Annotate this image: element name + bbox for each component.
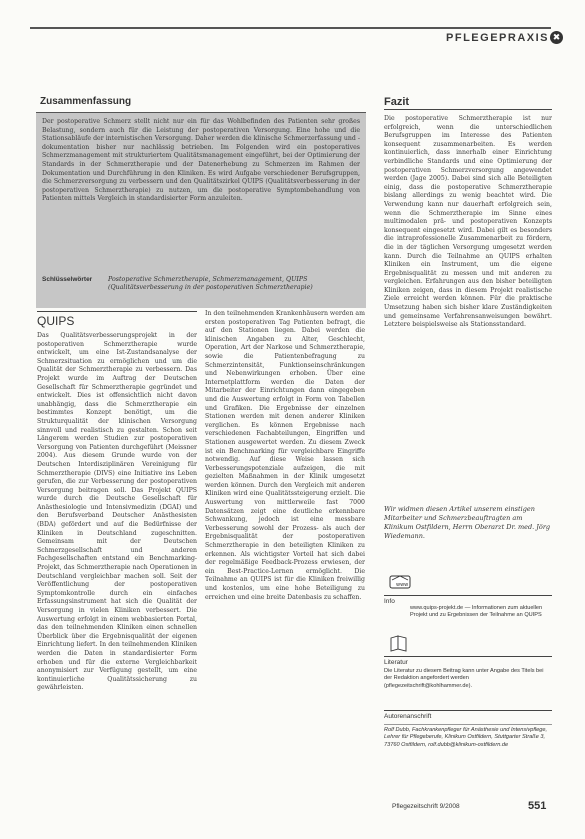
literature-text: Die Literatur zu diesem Beitrag kann unter Angabe des Titels bei der Redaktion angefordert werden (pflegezeitschrift@kohlhammer.de). — [384, 668, 544, 689]
keywords-text: Postoperative Schmerztherapie, Schmerzmanagement, QUIPS (Qualitätsverbesserung in der postoperativen Schmerztherapie) — [108, 276, 313, 292]
svg-text:www: www — [396, 582, 409, 588]
info-text: www.quips-projekt.de — Informationen zum aktuellen Projekt und zu Ergebnissen der Teilnahme an QUIPS — [410, 605, 543, 619]
quips-column-2: In den teilnehmenden Krankenhäusern werden am ersten postoperativen Tag Patienten befragt, die auf den Stationen liegen. Dabei werden die klinischen Angaben zu Alter, Geschlecht, Operation, Art der Narkose und Schmerztherapie, sowie die Patientenbefragung zu Schmerzintensität, Funktionseinschränkungen und Nebenwirkungen erhoben. Über eine Internetplattform werden die Daten der Mitarbeiter der Einrichtungen dann eingegeben und die Auswertung erfolgt in Form von Tabellen und Grafiken. Die Ergebnisse der einzelnen Stationen werden mit denen anderer Kliniken verglichen. Es können Ergebnisse nach verschiedenen Fachabteilungen, Eingriffen und Stationen ausgewertet werden. Zu diesem Zweck ist ein Benchmarking für vergleichbare Eingriffe notwendig. Auf diese Weise lassen sich Verbesserungspotenziale aufzeigen, die mit gezielten Maßnahmen in der Klinik umgesetzt werden können. Durch den Vergleich mit anderen Kliniken wird eine Qualitätssteigerung erzielt. Die Auswertung von mittlerweile fast 7000 Datensätzen zeigt eine deutliche erkennbare Schwankung, jedoch ist eine messbare Verbesserung sowohl der Prozess- als auch der Ergebnisqualität der postoperativen Schmerztherapie in den beteiligten Kliniken zu erkennen. Als wichtigster Vorteil hat sich dabei der regelmäßige Feedback-Prozess erwiesen, der ein Best-Practice-Lernen ermöglicht. Die Teilnahme an QUIPS ist für die Kliniken freiwillig und kostenlos, um eine hohe Beteiligung zu erreichen und eine breite Datenbasis zu schaffen. — [205, 310, 365, 601]
quips-heading: QUIPS — [37, 314, 75, 328]
page-number: 551 — [528, 800, 547, 812]
literature-rule — [384, 656, 552, 657]
author-address-text: Rolf Dubb, Fachkrankenpfleger für Anästhesie und Intensivpflege, Lehrer für Pflegeberufe, Klinikum Ostfildern, Stuttgarter Straße 3, 73760 Ostfildern, rolf.dubb@klinikum-ostfildern.de — [384, 727, 548, 748]
fazit-rule — [384, 109, 552, 110]
web-icon — [388, 572, 414, 592]
book-icon — [388, 633, 410, 653]
fazit-body: Die postoperative Schmerztherapie ist nur erfolgreich, wenn die unterschiedlichen Berufsgruppen im Interesse des Patienten konsequent zusammenarbeiten. Es werden kontinuierlich, dass innerhalb einer Einrichtung verbindliche Standards und eine Optimierung der postoperativen Schmerzversorgung angewendet werden (Jage 2005). Dabei sind sich alle Beteiligten einig, dass die postoperative Schmerztherapie bislang allerdings zu wenig beachtet wird. Die Verwendung kann nur dauerhaft erfolgreich sein, wenn die Schmerztherapie im Sinne eines multimodalen prä- und postoperativen Konzepts konsequent eingesetzt wird. Dabei gilt es besonders die intraprofessionelle Zusammenarbeit zu fördern, die in der täglichen Versorgung umgesetzt werden kann. Durch die Teilnahme an QUIPS erhalten Kliniken ein Instrument, um die eigene Ergebnisqualität zu messen und mit anderen zu vergleichen. Erfahrungen aus den bisher beteiligten Kliniken zeigen, dass in diesem Projekt realistische Ziele erreicht werden können. Für die praktische Umsetzung haben sich bisher klare Zuständigkeiten und gemeinsame Verfahrensanweisungen bewährt. Letztere beispielsweise als Stationsstandard. — [384, 115, 552, 329]
summary-heading: Zusammenfassung — [40, 96, 132, 107]
journal-issue: Pflegezeitschrift 9/2008 — [392, 803, 460, 810]
summary-box — [36, 112, 366, 308]
keywords-label: Schlüsselwörter — [42, 276, 93, 283]
header-rule — [30, 27, 551, 29]
quips-rule — [37, 311, 197, 312]
dedication-note: Wir widmen diesen Artikel unserem einstigen Mitarbeiter und Schmerzbeauftragten am Klinikum Ostfildern, Herrn Oberarzt Dr. med. Jörg Wiedemann. — [384, 505, 551, 540]
author-sub-rule — [384, 724, 552, 725]
author-address-label: Autorenanschrift — [384, 713, 432, 720]
info-label: Info — [384, 598, 395, 605]
author-rule — [384, 710, 552, 711]
summary-body: Der postoperative Schmerz stellt nicht nur ein für das Wohlbefinden des Patienten sehr großes Belastung, sondern auch für die Leistung der postoperativen Versorgung. Eine hohe und die Stationsabläufe der internistischen Versorgung. Daher werden die klinische Schmerzerfassung und -dokumentation bisher nur nachlässig betrieben. Im Folgenden wird ein postoperatives Schmerzmanagement mit strukturiertem Qualitätsmanagement eingeführt, bei der Optimierung der Standards in der Schmerztherapie und der Datenerhebung zu Schmerzen im Rahmen der Dokumentation und Durchführung in den Kliniken. Es wird Aufgabe verschiedener Berufsgruppen, die Schmerzversorgung zu verbessern und den Qualitätszirkel QUIPS (Qualitätsverbesserung in der postoperativen Schmerztherapie) zu nutzen, um die postoperative Symptombehandlung von Patienten mittels Vergleich in standardisierter Form anzuleiten. — [42, 118, 360, 203]
brand-logo-icon: ✖ — [550, 31, 563, 44]
literature-label: Literatur — [384, 659, 408, 666]
quips-column-1: Das Qualitätsverbesserungsprojekt in der postoperativen Schmerztherapie wurde entwickelt, um eine Ist-Zustandsanalyse der Schmerzsituation zu ermöglichen und um die Qualität der Schmerztherapie zu verbessern. Das Projekt wurde im Auftrag der Deutschen Gesellschaft für Schmerztherapie gegründet und entwickelt. Dies ist offensichtlich nicht davon unabhängig, dass die Schmerztherapie ein bestimmtes Konzept benötigt, um die Strukturqualität der klinischen Versorgung sinnvoll und realistisch zu gestalten. Schon seit Längerem werden Studien zur postoperativen Versorgung von Patienten durchgeführt (Meissner 2004). Aus diesem Grunde wurde von der Deutschen Interdisziplinären Vereinigung für Schmerztherapie (DIVS) eine Initiative ins Leben gerufen, die zur Verbesserung der postoperativen Versorgung beitragen soll. Das Projekt QUIPS wurde durch die Deutsche Gesellschaft für Anästhesiologie und Intensivmedizin (DGAI) und den Berufsverband Deutscher Anästhesisten (BDA) gefördert und auf die Bedürfnisse der Kliniken in Deutschland zugeschnitten. Gemeinsam mit der Deutschen Schmerzgesellschaft und anderen Fachgesellschaften entstand ein Benchmarking-Projekt, das Schmerztherapie nach Operationen in Deutschland vergleichbar machen soll. Seit der Veröffentlichung der postoperativen Symptomkontrolle durch ein einfaches Erfassungsinstrument hat sich die Qualität der Versorgung in vielen Kliniken verbessert. Die Auswertung erfolgt in einem webbasierten Portal, das den teilnehmenden Kliniken einen schnellen Überblick über die Ergebnisqualität der eigenen Einrichtung liefert. In den teilnehmenden Kliniken werden die Daten in standardisierter Form erhoben und für die externe Vergleichbarkeit anonymisiert zur Verfügung gestellt, um eine kontinuierliche Qualitätssicherung zu gewährleisten. — [37, 332, 197, 692]
info-rule — [384, 595, 552, 596]
fazit-heading: Fazit — [384, 96, 410, 108]
journal-section-title: PFLEGEPRAXIS — [446, 32, 549, 44]
